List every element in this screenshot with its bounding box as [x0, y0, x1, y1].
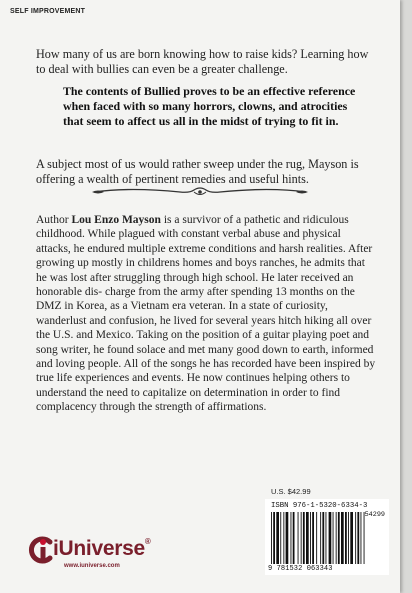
publisher-url: www.iuniverse.com — [64, 563, 120, 569]
price-code: 54299 — [364, 511, 385, 519]
barcode-block — [265, 499, 389, 575]
bio-text: is a survivor of a pathetic and ridiculous childhood. While plagued with constant verbal abuse and physical attacks, he endured multiple extreme conditions and harsh realities. After growing up mostly in childrens homes and boys ranches, he admits that he was lost after struggling through high school. He later received an honorable dis- charge from the army after spending 13 months on the DMZ in Korea, as a Vietnam era veteran. In a state of curiosity, wanderlust and confusion, he lived for several years hitch hiking all over the U.S. and Mexico. Taking on the position of a guitar playing poet and song writer, he found solace and met many good down to earth, informed and loving people. All of the songs he has recorded have been inspired by true life experiences and events. He now continues helping others to understand the need to capitalize on determination in order to find complacency through the strength of affirmations. — [36, 214, 376, 414]
category-label: SELF IMPROVEMENT — [10, 8, 86, 15]
author-bio — [36, 213, 378, 415]
flourish-divider — [90, 185, 310, 199]
bio-prefix: Author — [36, 214, 72, 226]
barcode-icon — [271, 512, 383, 566]
ean-digits: 9 781532 063343 — [268, 565, 333, 573]
iuniverse-logo-icon — [28, 536, 54, 564]
highlight-paragraph: The contents of Bullied proves to be an effective reference when faced with so many horrors, clowns, and atrocities that seem to affect us all in the midst of trying to fit in. — [63, 84, 356, 128]
intro-paragraph: How many of us are born knowing how to raise kids? Learning how to deal with bullies can even be a greater challenge. — [36, 47, 369, 76]
isbn-text: ISBN 976-1-5320-6334-3 — [271, 502, 368, 510]
subject-paragraph: A subject most of us would rather sweep under the rug, Mayson is offering a wealth of pertinent remedies and useful hints. — [36, 157, 359, 186]
publisher-name: iUniverse® — [53, 537, 151, 560]
publisher-logo — [28, 536, 168, 576]
author-name: Lou Enzo Mayson — [71, 214, 161, 226]
price-label: U.S. $42.99 — [271, 487, 311, 496]
